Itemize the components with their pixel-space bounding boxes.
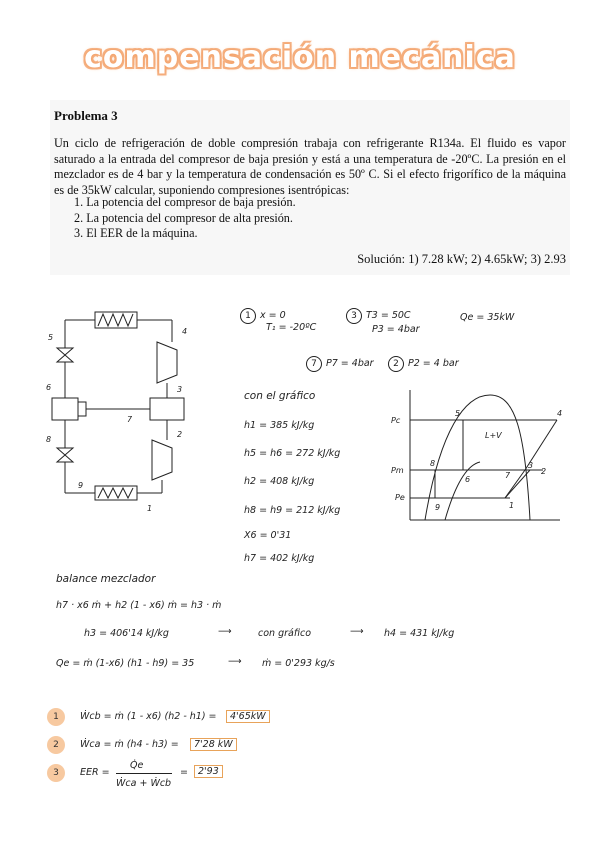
mixer <box>150 398 184 420</box>
arrow-icon: ⟶ <box>350 626 364 637</box>
state-label: 5 <box>48 333 54 342</box>
state-label: 9 <box>78 481 84 490</box>
question-item: 2. La potencia del compresor de alta presión. <box>74 210 293 225</box>
solution-text: Solución: 1) 7.28 kW; 2) 4.65kW; 3) 2.93 <box>357 252 566 266</box>
eer-numerator: Q̇e <box>130 760 144 771</box>
note-state3b: P3 = 4bar <box>372 324 420 335</box>
balance-eq3a: Qe = ṁ (1-x6) (h1 - h9) = 35 <box>56 658 195 669</box>
state-label: 6 <box>46 383 52 392</box>
state-label: 4 <box>182 327 188 336</box>
expansion-valve-high <box>57 348 73 362</box>
condenser-zigzag <box>98 314 133 326</box>
result-expr: EER = <box>80 767 110 778</box>
page-title <box>0 40 600 75</box>
note-number: 1 <box>240 308 256 324</box>
state-label: 3 <box>177 385 183 394</box>
state-label: 7 <box>127 415 133 424</box>
result-value: 7'28 kW <box>190 738 237 751</box>
point-label: 7 <box>505 471 511 480</box>
arrow-icon: ⟶ <box>228 656 242 667</box>
point-label: 4 <box>557 409 563 418</box>
equals-sign: = <box>180 767 188 778</box>
fraction-bar <box>116 773 172 774</box>
note-state3 <box>346 308 411 324</box>
low-compressor <box>152 440 172 480</box>
note-text: T3 = 50C <box>366 310 411 321</box>
high-compressor <box>157 342 177 383</box>
balance-eq2c: h4 = 431 kJ/kg <box>384 628 455 639</box>
axis-label: Pm <box>391 466 404 475</box>
note-p2 <box>388 356 459 372</box>
point-label: 8 <box>430 459 436 468</box>
balance-eq3b: ṁ = 0'293 kg/s <box>262 658 335 669</box>
note-h7: h7 = 402 kJ/kg <box>244 553 315 564</box>
result-expr: Ẇca = ṁ (h4 - h3) = <box>80 739 179 750</box>
point-label: 3 <box>528 461 534 470</box>
title-text: compensación mecánica <box>84 40 516 75</box>
note-h8: h8 = h9 = 212 kJ/kg <box>244 505 341 516</box>
ph-diagram <box>385 390 565 530</box>
question-list <box>74 195 296 242</box>
evaporator-zigzag <box>98 488 133 498</box>
arrow-icon: ⟶ <box>218 626 232 637</box>
result-number: 3 <box>47 764 65 782</box>
problem-statement: Un ciclo de refrigeración de doble compresión trabaja con refrigerante R134a. El fluido es vapor saturado a la entrada del compresor de baja presión y está a una temperatura de -20ºC. La presión en el mezclador es de 4 bar y la temperatura de condensación es 50º C. Si el efecto frigorífico de la máquina es de 35kW calcular, suponiendo compresiones isentrópicas: <box>54 136 566 197</box>
result-number: 2 <box>47 736 65 754</box>
point-label: 1 <box>509 501 515 510</box>
point-label: 5 <box>455 409 461 418</box>
note-number: 7 <box>306 356 322 372</box>
point-label: 6 <box>465 475 471 484</box>
note-text: P2 = 4 bar <box>408 358 459 369</box>
note-number: 3 <box>346 308 362 324</box>
result-value: 2'93 <box>194 765 223 778</box>
question-item: 3. El EER de la máquina. <box>74 226 198 240</box>
eer-denominator: Ẇca + Ẇcb <box>116 778 172 789</box>
note-text: P7 = 4bar <box>326 358 374 369</box>
axis-label: Pe <box>395 493 405 502</box>
result-value: 4'65kW <box>226 710 270 723</box>
axis-label: Pc <box>391 416 401 425</box>
point-label: 9 <box>435 503 441 512</box>
result-expr: Ẇcb = ṁ (1 - x6) (h2 - h1) = <box>80 711 217 722</box>
flash-tank <box>52 398 78 420</box>
cycle-schematic <box>40 300 200 520</box>
question-item: 1. La potencia del compresor de baja presión. <box>74 195 296 209</box>
note-h5: h5 = h6 = 272 kJ/kg <box>244 448 341 459</box>
note-number: 2 <box>388 356 404 372</box>
point-label: 2 <box>541 467 547 476</box>
note-state1b: T₁ = -20ºC <box>266 322 317 333</box>
state-label: 1 <box>147 504 153 513</box>
problem-title: Problema 3 <box>54 108 118 123</box>
state-label: 2 <box>177 430 183 439</box>
balance-eq1: h7 · x6 ṁ + h2 (1 - x6) ṁ = h3 · ṁ <box>56 600 222 611</box>
balance-eq2a: h3 = 406'14 kJ/kg <box>84 628 169 639</box>
expansion-valve-low <box>57 448 73 462</box>
balance-title: balance mezclador <box>56 573 156 585</box>
note-x6: X6 = 0'31 <box>244 530 292 541</box>
balance-eq2b: con gráfico <box>258 628 312 639</box>
note-qe: Qe = 35kW <box>460 312 515 323</box>
state-label: 8 <box>46 435 52 444</box>
result-number: 1 <box>47 708 65 726</box>
region-label: L+V <box>485 431 502 440</box>
note-h1: h1 = 385 kJ/kg <box>244 420 315 431</box>
note-h2: h2 = 408 kJ/kg <box>244 476 315 487</box>
note-p7 <box>306 356 374 372</box>
note-con-grafico: con el gráfico <box>244 390 316 402</box>
saturation-dome <box>425 395 530 520</box>
note-text: x = 0 <box>260 310 286 321</box>
